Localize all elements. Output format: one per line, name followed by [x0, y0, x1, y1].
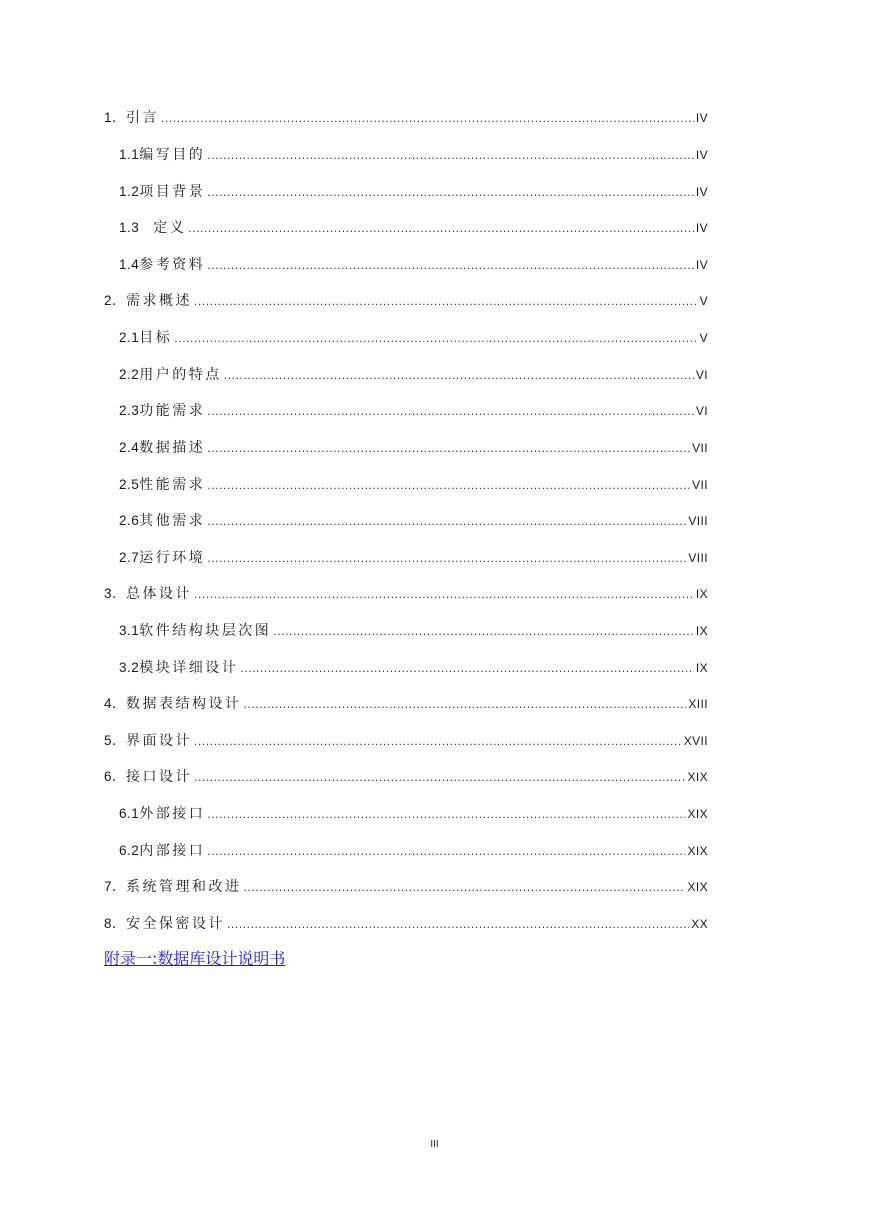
toc-leader-dots [207, 841, 685, 861]
toc-entry-title: 项目背景 [139, 184, 206, 200]
toc-leader-dots [207, 804, 685, 824]
toc-entry-title: 其他需求 [139, 513, 206, 529]
toc-leader-dots [194, 731, 682, 751]
toc-entry-page: VI [695, 368, 708, 382]
toc-leader-dots [273, 621, 694, 641]
toc-entry[interactable] [119, 621, 708, 641]
toc-entry-title: 界面设计 [126, 733, 193, 749]
toc-entry[interactable] [119, 438, 708, 458]
toc-entry[interactable] [104, 914, 708, 934]
toc-entry-number: 2.1 [119, 330, 140, 345]
toc-entry-page: XVII [683, 734, 708, 748]
appendix-link[interactable]: 附录一:数据库设计说明书 [104, 949, 286, 968]
toc-entry-title: 性能需求 [139, 477, 206, 493]
toc-entry-page: VIII [688, 551, 708, 565]
toc-entry-number: 2.5 [119, 477, 140, 492]
toc-entry[interactable] [119, 548, 708, 568]
toc-entry-page: XIX [687, 880, 708, 894]
toc-entry-title: 软件结构块层次图 [139, 623, 272, 639]
toc-entry-number: 7． [104, 879, 127, 894]
toc-entry-title: 引言 [126, 110, 160, 126]
toc-entry-page: VII [692, 441, 708, 455]
toc-entry-page: IV [695, 185, 708, 199]
toc-leader-dots [194, 291, 698, 311]
toc-entry-number: 1.3 [119, 220, 154, 235]
toc-entry[interactable] [119, 145, 708, 165]
toc-entry[interactable] [119, 218, 708, 238]
toc-entry-number: 1． [104, 110, 127, 125]
toc-entry-page: IV [695, 221, 708, 235]
toc-entry[interactable] [104, 108, 708, 128]
toc-entry-title: 目标 [139, 330, 173, 346]
toc-entry-title: 总体设计 [126, 586, 193, 602]
toc-leader-dots [174, 328, 697, 348]
toc-entry-title: 数据描述 [139, 440, 206, 456]
toc-entry-number: 3.1 [119, 623, 140, 638]
toc-entry-number: 2.2 [119, 367, 140, 382]
toc-entry-title: 需求概述 [126, 293, 193, 309]
toc-entry-page: XIII [688, 697, 708, 711]
toc-entry-number: 1.4 [119, 257, 140, 272]
toc-entry[interactable] [119, 475, 708, 495]
toc-entry-number: 3.2 [119, 660, 140, 675]
toc-entry[interactable] [104, 877, 708, 897]
toc-entry-page: IV [695, 148, 708, 162]
toc-entry-number: 2.3 [119, 403, 140, 418]
toc-entry-title: 用户的特点 [139, 367, 222, 383]
toc-entry-page: VIII [688, 514, 708, 528]
toc-entry-title: 模块详细设计 [139, 660, 239, 676]
toc-entry-page: VII [692, 478, 708, 492]
toc-entry-title: 参考资料 [139, 257, 206, 273]
toc-entry-page: XIX [687, 844, 708, 858]
toc-entry-number: 2.4 [119, 440, 140, 455]
toc-entry-number: 6.1 [119, 806, 140, 821]
toc-leader-dots [244, 694, 687, 714]
toc-entry[interactable] [119, 401, 708, 421]
toc-entry[interactable] [104, 584, 708, 604]
toc-leader-dots [224, 365, 694, 385]
toc-leader-dots [207, 438, 690, 458]
toc-entry[interactable] [119, 182, 708, 202]
toc-entry-page: IV [695, 111, 708, 125]
toc-entry-number: 2． [104, 293, 127, 308]
toc-entry[interactable] [104, 291, 708, 311]
toc-entry[interactable] [119, 255, 708, 275]
toc-entry-page: XIX [687, 807, 708, 821]
toc-entry-title: 内部接口 [139, 843, 206, 859]
toc-entry-title: 运行环境 [139, 550, 206, 566]
toc-leader-dots [194, 767, 685, 787]
toc-leader-dots [227, 914, 689, 934]
toc-entry-page: VI [695, 404, 708, 418]
toc-entry-title: 数据表结构设计 [126, 696, 242, 712]
toc-entry-number: 3． [104, 586, 127, 601]
toc-entry-number: 2.7 [119, 550, 140, 565]
toc-entry-number: 4． [104, 696, 127, 711]
toc-entry[interactable] [119, 804, 708, 824]
toc-entry-title: 功能需求 [139, 403, 206, 419]
toc-leader-dots [207, 511, 686, 531]
toc-entry-title: 编写目的 [139, 147, 206, 163]
toc-entry[interactable] [119, 841, 708, 861]
toc-entry[interactable] [119, 328, 708, 348]
toc-entry-page: IX [695, 624, 708, 638]
toc-entry-number: 1.1 [119, 147, 140, 162]
toc-entry-number: 6． [104, 769, 127, 784]
toc-entry-title: 安全保密设计 [126, 916, 226, 932]
toc-entry[interactable] [119, 511, 708, 531]
toc-entry[interactable] [119, 658, 708, 678]
toc-entry-page: IV [695, 258, 708, 272]
toc-entry-number: 1.2 [119, 184, 140, 199]
toc-entry[interactable] [104, 694, 708, 714]
toc-entry[interactable] [104, 731, 708, 751]
toc-entry-title: 系统管理和改进 [126, 879, 242, 895]
toc-entry-page: V [699, 294, 708, 308]
toc-entry[interactable] [104, 767, 708, 787]
toc-entry-title: 外部接口 [139, 806, 206, 822]
toc-leader-dots [194, 584, 694, 604]
toc-entry-number: 2.6 [119, 513, 140, 528]
toc-leader-dots [207, 182, 694, 202]
toc-leader-dots [207, 145, 694, 165]
toc-entry-number: 5． [104, 733, 127, 748]
toc-entry-page: XIX [687, 770, 708, 784]
toc-entry-page: V [699, 331, 708, 345]
toc-entry-title: 定义 [153, 220, 187, 236]
toc-entry-page: IX [695, 661, 708, 675]
page-number: III [430, 1139, 439, 1150]
toc-leader-dots [207, 401, 694, 421]
toc-entry-page: XX [691, 917, 708, 931]
toc-leader-dots [244, 877, 686, 897]
toc-leader-dots [161, 108, 694, 128]
toc-leader-dots [240, 658, 694, 678]
toc-leader-dots [188, 218, 694, 238]
toc-entry-page: IX [695, 587, 708, 601]
toc-entry-number: 6.2 [119, 843, 140, 858]
toc-entry-title: 接口设计 [126, 769, 193, 785]
toc-leader-dots [207, 255, 694, 275]
toc-leader-dots [207, 475, 690, 495]
toc-entry[interactable] [119, 365, 708, 385]
toc-entry-number: 8． [104, 916, 127, 931]
toc-leader-dots [207, 548, 686, 568]
